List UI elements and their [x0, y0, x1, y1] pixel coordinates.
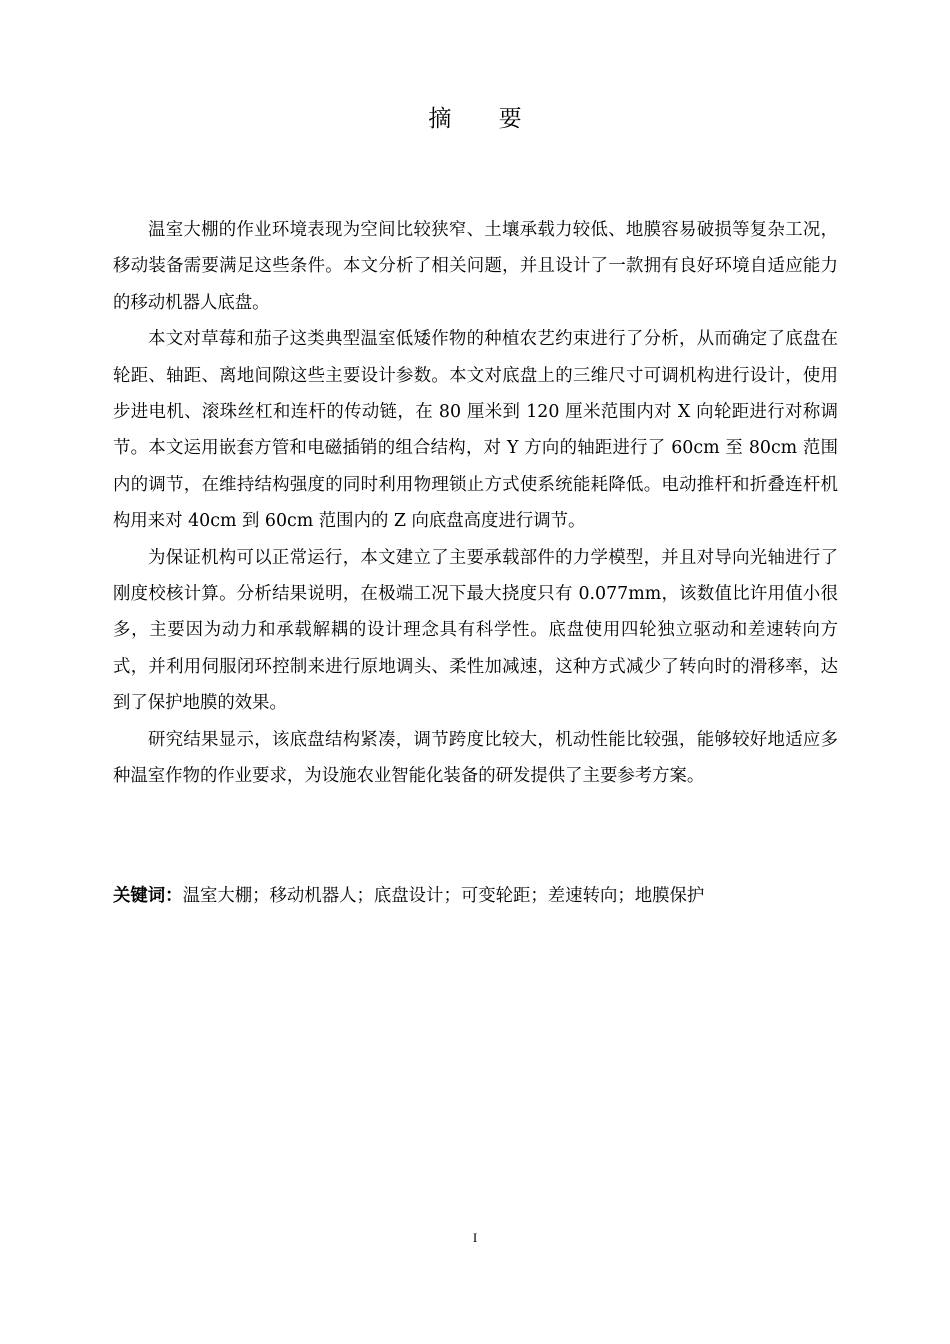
paragraph: 本文对草莓和茄子这类典型温室低矮作物的种植农艺约束进行了分析，从而确定了底盘在轮距、轴距、离地间隙这些主要设计参数。本文对底盘上的三维尺寸可调机构进行设计，使用步进电机、滚珠丝杠和连杆的传动链，在 80 厘米到 120 厘米范围内对 X 向轮距进行对称调节。本文运用嵌套方管和电磁插销的组合结构，对 Y 方向的轴距进行了 60cm 至 80cm 范围内的调节，在维持结构强度的同时利用物理锁止方式使系统能耗降低。电动推杆和折叠连杆机构用来对 40cm 到 60cm 范围内的 Z 向底盘高度进行调节。 — [113, 329, 838, 532]
paragraph: 温室大棚的作业环境表现为空间比较狭窄、土壤承载力较低、地膜容易破损等复杂工况，移动装备需要满足这些条件。本文分析了相关问题，并且设计了一款拥有良好环境自适应能力的移动机器人底盘。 — [113, 220, 838, 313]
keywords-label: 关键词： — [113, 886, 183, 906]
keywords-line — [113, 878, 838, 914]
page-number: I — [472, 1230, 478, 1245]
paragraph: 研究结果显示，该底盘结构紧凑，调节跨度比较大，机动性能比较强，能够较好地适应多种温室作物的作业要求，为设施农业智能化装备的研发提供了主要参考方案。 — [113, 729, 838, 787]
abstract-body — [113, 212, 838, 795]
keywords-text: 温室大棚；移动机器人；底盘设计；可变轮距；差速转向；地膜保护 — [182, 886, 705, 906]
page-title: 摘 要 — [428, 106, 542, 132]
paragraph: 为保证机构可以正常运行，本文建立了主要承载部件的力学模型，并且对导向光轴进行了刚度校核计算。分析结果说明，在极端工况下最大挠度只有 0.077mm，该数值比许用值小很多，主要因为动力和承载解耦的设计理念具有科学性。底盘使用四轮独立驱动和差速转向方式，并利用伺服闭环控制来进行原地调头、柔性加减速，这种方式减少了转向时的滑移率，达到了保护地膜的效果。 — [113, 547, 838, 714]
